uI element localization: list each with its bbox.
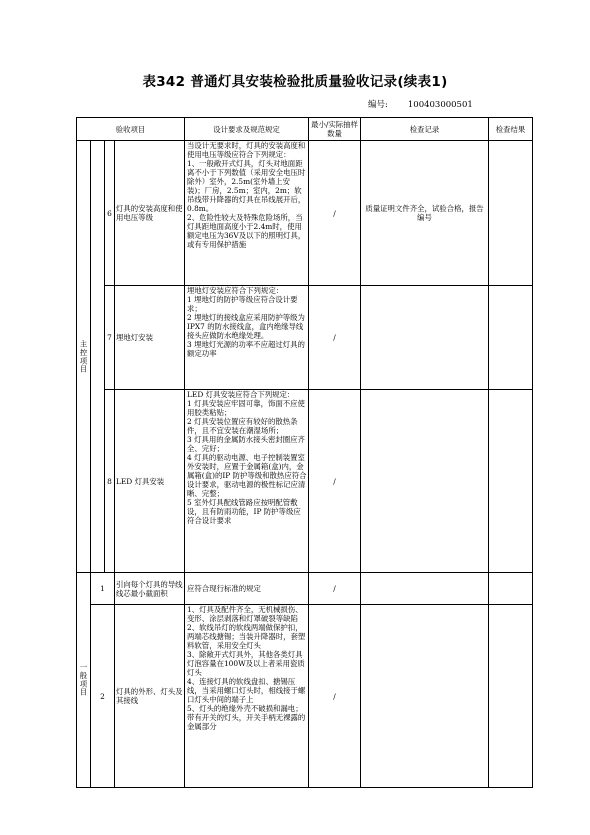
item-result	[489, 573, 533, 605]
item-name: 灯具的安装高度和使用电压等级	[115, 141, 185, 286]
item-record	[361, 573, 489, 605]
item-record	[361, 605, 489, 788]
item-record: 质量证明文件齐全，试验合格，报告编号	[361, 141, 489, 286]
table-row	[77, 286, 533, 390]
item-record	[361, 286, 489, 390]
blank-cell	[91, 141, 105, 573]
item-sample: /	[309, 141, 361, 286]
header-check-result: 检查结果	[489, 118, 533, 141]
item-name: 埋地灯安装	[115, 286, 185, 390]
group-general-label: 一般项目	[77, 573, 91, 788]
header-sample-qty: 最小/实际抽样数量	[309, 118, 361, 141]
item-record	[361, 390, 489, 573]
serial-number	[368, 98, 473, 110]
item-sample: /	[309, 573, 361, 605]
serial-label: 编号:	[368, 100, 388, 110]
header-item: 验收项目	[77, 118, 185, 141]
item-no: 7	[105, 286, 115, 390]
item-requirement: 1、灯具及配件齐全，无机械损伤、变形、涂层剥落和灯罩破裂等缺陷 2、软线吊灯的软线两端做保护扣，两端芯线搪锡；当装升降器时，套塑料软管，采用安全灯头 3、除敞开式灯具外，其他各类灯具灯泡容量在100W及以上者采用瓷质灯头 4、连接灯具的软线盘扣、搪锡压线，当采用螺口灯头时，相线接于螺口灯头中间的端子上 5、灯头的绝缘外壳不破损和漏电；带有开关的灯头，开关手柄无裸露的金属部分	[185, 605, 309, 788]
item-sample: /	[309, 286, 361, 390]
item-sample: /	[309, 605, 361, 788]
item-no: 1	[91, 573, 115, 605]
item-requirement: 埋地灯安装应符合下列规定： 1 埋地灯的防护等级应符合设计要求； 2 埋地灯的接线盒应采用防护等级为IPX7 的防水接线盒，盒内绝缘导线接头应做防水绝缘处理。 3 埋地灯光源的功率不应超过灯具的额定功率	[185, 286, 309, 390]
item-name: 引向每个灯具的导线线芯最小截面积	[115, 573, 185, 605]
item-requirement: 应符合现行标准的规定	[185, 573, 309, 605]
item-name: 灯具的外形、灯头及其接线	[115, 605, 185, 788]
table-row	[77, 605, 533, 788]
item-result	[489, 390, 533, 573]
record-table	[76, 117, 533, 788]
item-no: 2	[91, 605, 115, 788]
item-no: 8	[105, 390, 115, 573]
header-row	[77, 118, 533, 141]
item-requirement: LED 灯具安装应符合下列规定： 1 灯具安装应牢固可靠，饰面不应使用胶类粘贴； 2 灯具安装位置应有较好的散热条件，且不宜安装在潮湿场所； 3 灯具用的金属防水接头密封圈应齐全、完好； 4 灯具的驱动电源、电子控制装置室外安装时，应置于金属箱(盒)内，金属箱(盒)的IP 防护等级和散热应符合设计要求，驱动电源的极性标记应清晰、完整； 5 室外灯具配线管路应按明配管敷设，且有防雨功能，IP 防护等级应符合设计要求	[185, 390, 309, 573]
item-result	[489, 141, 533, 286]
table-row	[77, 390, 533, 573]
item-sample: /	[309, 390, 361, 573]
item-no: 6	[105, 141, 115, 286]
serial-value: 100403000501	[407, 100, 473, 110]
item-result	[489, 286, 533, 390]
table-row	[77, 141, 533, 286]
group-main-label: 主控项目	[77, 141, 91, 573]
item-name: LED 灯具安装	[115, 390, 185, 573]
header-design-req: 设计要求及规范规定	[185, 118, 309, 141]
item-requirement: 当设计无要求时，灯具的安装高度和使用电压等级应符合下列规定： 1、一般敞开式灯具，灯头对地面距离不小于下列数值（采用安全电压时除外）室外，2.5m(室外墙上安装)；厂房，2.5m；室内，2m；软吊线带升降器的灯具在吊线展开后，0.8m。 2、危险性较大及特殊危险场所，当灯具距地面高度小于2.4m时，使用额定电压为36V及以下的照明灯具，或有专用保护措施	[185, 141, 309, 286]
table-row	[77, 573, 533, 605]
header-check-record: 检查记录	[361, 118, 489, 141]
item-result	[489, 605, 533, 788]
page-title: 表342 普通灯具安装检验批质量验收记录(续表1)	[142, 74, 448, 90]
